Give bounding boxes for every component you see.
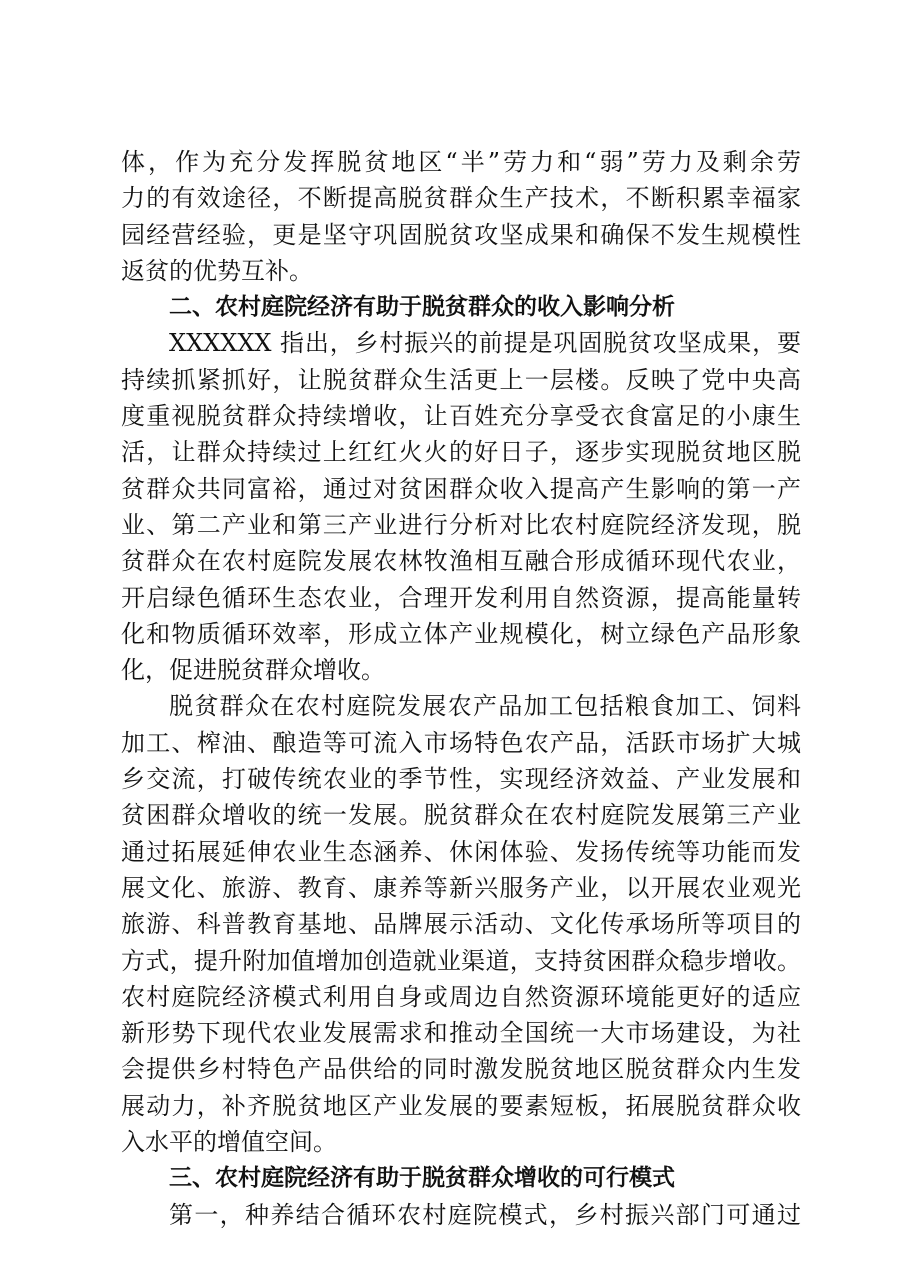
text-line: 返贫的优势互补。	[121, 256, 313, 285]
heading-text: 二、农村庭院经济有助于脱贫群众的收入影响分析	[169, 294, 675, 321]
text-line: 通过拓展延伸农业生态涵养、休闲体验、发扬传统等功能而发	[121, 837, 801, 866]
text-line: 化和物质循环效率，形成立体产业规模化，树立绿色产品形象	[121, 619, 801, 648]
text-line: 新形势下现代农业发展需求和推动全国统一大市场建设，为社	[121, 1019, 801, 1048]
section-heading-2	[121, 289, 801, 325]
text-line: 会提供乡村特色产品供给的同时激发脱贫地区脱贫群众内生发	[121, 1055, 801, 1084]
text-line: 展文化、旅游、教育、康养等新兴服务产业，以开展农业观光	[121, 873, 801, 902]
text-line: 化，促进脱贫群众增收。	[121, 656, 385, 685]
text-line: 度重视脱贫群众持续增收，让百姓充分享受衣食富足的小康生	[121, 402, 801, 431]
text-line: 贫群众共同富裕，通过对贫困群众收入提高产生影响的第一产	[121, 474, 801, 503]
text-line: 方式，提升附加值增加创造就业渠道，支持贫困群众稳步增收。	[121, 946, 801, 975]
text-line: 体，作为充分发挥脱贫地区“半”劳力和“弱”劳力及剩余劳	[121, 148, 801, 176]
text-line: 贫困群众增收的统一发展。脱贫群众在农村庭院发展第三产业	[121, 801, 801, 830]
text-line: 贫群众在农村庭院发展农林牧渔相互融合形成循环现代农业，	[121, 547, 801, 576]
paragraph-mode-one	[121, 1197, 801, 1233]
section-heading-3	[121, 1160, 801, 1196]
text-line: 加工、榨油、酿造等可流入市场特色农产品，活跃市场扩大城	[121, 728, 801, 757]
document-body	[121, 144, 801, 1233]
text-line: 脱贫群众在农村庭院发展农产品加工包括粮食加工、饲料	[169, 692, 801, 721]
text-line: 园经营经验，更是坚守巩固脱贫攻坚成果和确保不发生规模性	[121, 220, 801, 249]
text-line: 第一，种养结合循环农村庭院模式，乡村振兴部门可通过	[169, 1200, 801, 1229]
text-line: 活，让群众持续过上红红火火的好日子，逐步实现脱贫地区脱	[121, 438, 801, 467]
text-line: XXXXXX 指出，乡村振兴的前提是巩固脱贫攻坚成果，要	[169, 329, 801, 358]
text-line: 持续抓紧抓好，让脱贫群众生活更上一层楼。反映了党中央高	[121, 365, 801, 394]
text-line: 旅游、科普教育基地、品牌展示活动、文化传承场所等项目的	[121, 910, 801, 939]
text-line: 业、第二产业和第三产业进行分析对比农村庭院经济发现，脱	[121, 510, 801, 539]
paragraph-processing-services	[121, 688, 801, 1160]
text-line: 入水平的增值空间。	[121, 1128, 337, 1157]
text-line: 力的有效途径，不断提高脱贫群众生产技术，不断积累幸福家	[121, 184, 801, 213]
heading-text: 三、农村庭院经济有助于脱贫群众增收的可行模式	[169, 1165, 675, 1192]
text-line: 展动力，补齐脱贫地区产业发展的要素短板，拓展脱贫群众收	[121, 1091, 801, 1120]
paragraph-income-analysis	[121, 325, 801, 688]
paragraph-continuation	[121, 144, 801, 289]
text-line: 开启绿色循环生态农业，合理开发利用自然资源，提高能量转	[121, 583, 801, 612]
text-line: 乡交流，打破传统农业的季节性，实现经济效益、产业发展和	[121, 765, 801, 794]
text-line: 农村庭院经济模式利用自身或周边自然资源环境能更好的适应	[121, 982, 801, 1011]
